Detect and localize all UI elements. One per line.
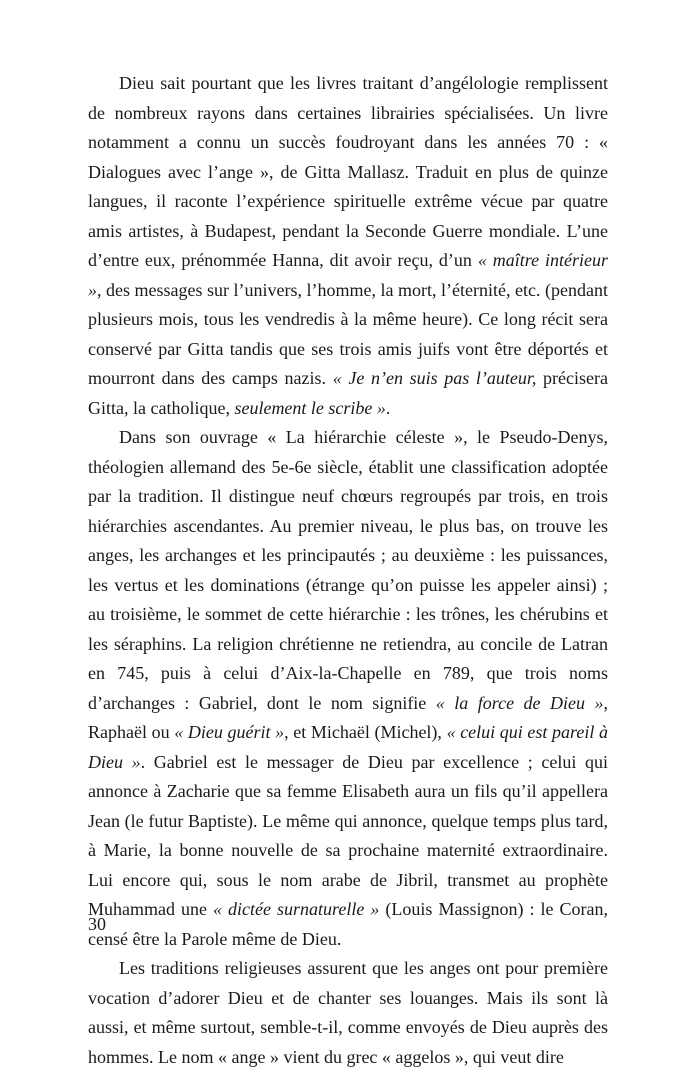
text-segment: Dans son ouvrage « La hiérarchie céleste », le Pseudo-Denys, théologien allemand des 5e-6e siècle, établit une classification adoptée par la tradition. Il distingue neuf chœurs regroupés par trois, en trois hiérarchies ascendantes. Au premier niveau, le plus bas, on trouve les anges, les archanges et les principautés ; au deuxième : les puissances, les vertus et les dominations (étrange qu’on puisse les appeler ainsi) ; au troisième, le sommet de cette hiérarchie : les trônes, les chérubins et les séraphins. La religion chrétienne ne retiendra, au concile de Latran en 745, puis à celui d’Aix-la-Chapelle en 789, que trois noms d’archanges : Gabriel, dont le nom signifie <box>88 427 608 713</box>
paragraph-3 <box>88 954 608 1072</box>
page-number: 30 <box>88 914 106 934</box>
text-segment: (Louis Massignon) : le Coran, censé être la Parole même de Dieu. <box>88 899 608 949</box>
text-segment: Dieu sait pourtant que les livres traitant d’angélologie remplissent de nombreux rayons dans certaines librairies spécialisées. Un livre notamment a connu un succès foudroyant dans les années 70 : « Dialogues avec l’ange », de Gitta Mallasz. Traduit en plus de quinze langues, il raconte l’expérience spirituelle extrême vécue par quatre amis artistes, à Budapest, pendant la Seconde Guerre mondiale. L’une d’entre eux, prénommée Hanna, dit avoir reçu, d’un <box>88 73 608 270</box>
italic-quote: « Je n’en suis pas l’auteur, <box>332 368 537 388</box>
text-segment: Les traditions religieuses assurent que les anges ont pour première vocation d’adorer Dieu et de chanter ses louanges. Mais ils sont là aussi, et même surtout, semble-t-il, comme envoyés de Dieu auprès des hommes. Le nom « ange » vient du grec « aggelos », qui veut dire <box>88 958 608 1067</box>
italic-quote: « Dieu guérit » <box>174 722 285 742</box>
paragraph-1 <box>88 69 608 423</box>
text-segment: , et Michaël (Michel), <box>284 722 447 742</box>
italic-quote: « dictée surnaturelle » <box>213 899 380 919</box>
italic-quote: « celui qui est pareil à Dieu » <box>88 722 608 772</box>
italic-quote: « la force de Dieu » <box>435 692 604 713</box>
text-segment: , Raphaël ou <box>88 692 608 742</box>
body-text <box>88 69 608 1072</box>
text-segment: , des messages sur l’univers, l’homme, la mort, l’éternité, etc. (pendant plusieurs mois, tous les vendredis à la même heure). Ce long récit sera conservé par Gitta tandis que ses trois amis juifs vont être déportés et mourront dans des camps nazis. <box>88 279 608 388</box>
paragraph-2 <box>88 423 608 954</box>
text-segment: précisera Gitta, la catholique, <box>88 368 609 418</box>
text-segment: . <box>385 397 391 418</box>
italic-quote: « maître intérieur » <box>88 250 608 300</box>
italic-quote: seulement le scribe » <box>234 397 386 418</box>
text-segment: . Gabriel est le messager de Dieu par excellence ; celui qui annonce à Zacharie que sa femme Elisabeth aura un fils qu’il appellera Jean (le futur Baptiste). Le même qui annonce, quelque temps plus tard, à Marie, la bonne nouvelle de sa prochaine maternité extraordinaire. Lui encore qui, sous le nom arabe de Jibril, transmet au prophète Muhammad une <box>88 751 608 919</box>
